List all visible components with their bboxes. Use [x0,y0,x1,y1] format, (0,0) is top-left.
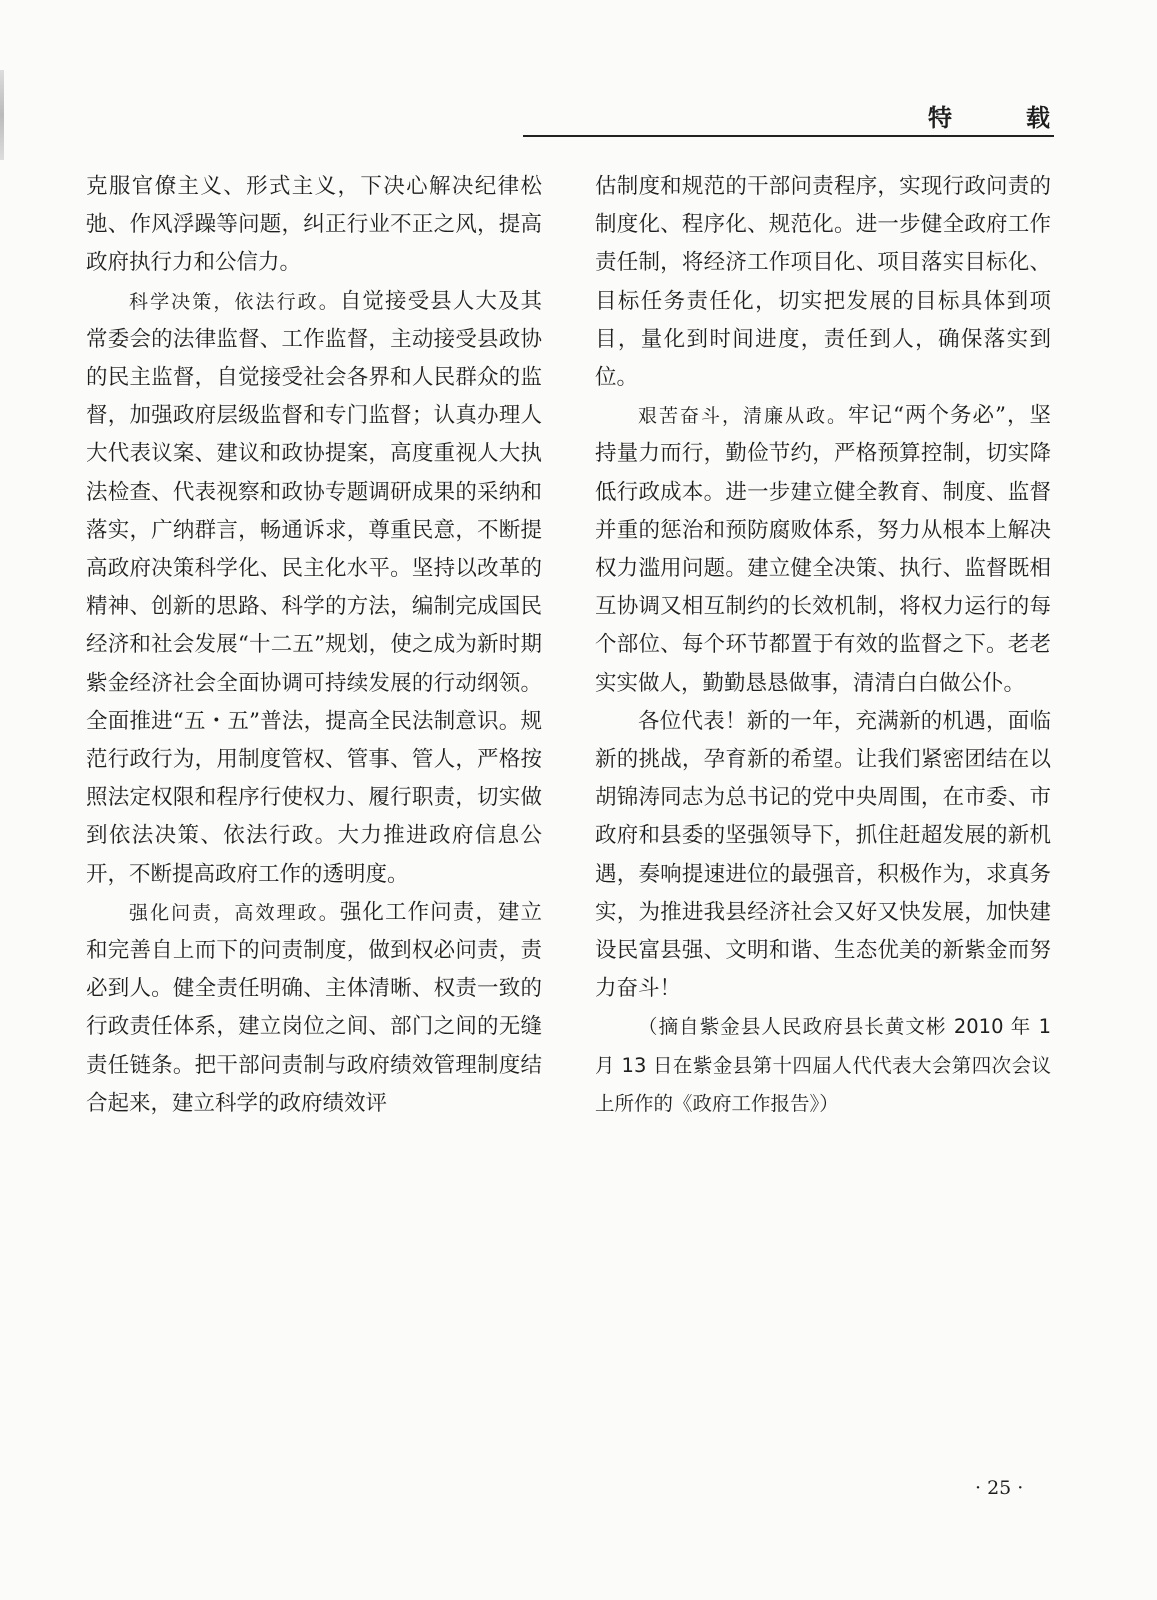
left-column [86,168,542,1123]
right-paragraph-2-body: 牢记“两个务必”，坚持量力而行，勤俭节约，严格预算控制，切实降低行政成本。进一步建立健全教育、制度、监督并重的惩治和预防腐败体系，努力从根本上解决权力滥用问题。建立健全决策、执行、监督既相互协调又相互制约的长效机制，将权力运行的每个部位、每个环节都置于有效的监督之下。老老实实做人，勤勤恳恳做事，清清白白做公仆。 [595,403,1051,696]
right-paragraph-1: 估制度和规范的干部问责程序，实现行政问责的制度化、程序化、规范化。进一步健全政府工作责任制，将经济工作项目化、项目落实目标化、目标任务责任化，切实把发展的目标具体到项目，量化到时间进度，责任到人，确保落实到位。 [595,174,1051,391]
left-paragraph-1: 克服官僚主义、形式主义，下决心解决纪律松弛、作风浮躁等问题，纠正行业不正之风，提高政府执行力和公信力。 [86,174,542,276]
right-paragraph-3: 各位代表！新的一年，充满新的机遇，面临新的挑战，孕育新的希望。让我们紧密团结在以胡锦涛同志为总书记的党中央周围，在市委、市政府和县委的坚强领导下，抓住赶超发展的新机遇，奏响提速进位的最强音，积极作为，求真务实，为推进我县经济社会又好又快发展，加快建设民富县强、文明和谐、生态优美的新紫金而努力奋斗！ [595,708,1051,1002]
header-rule [523,135,1054,137]
source-note: （摘自紫金县人民政府县长黄文彬 2010 年 1 月 13 日在紫金县第十四届人代代表大会第四次会议上所作的《政府工作报告》） [595,1015,1051,1115]
left-paragraph-2-lead: 科学决策，依法行政。 [129,290,340,313]
scan-edge-mark [0,70,4,160]
page-number: · 25 · [975,1477,1024,1499]
section-header-char-1: 特 [928,103,952,132]
left-paragraph-2 [86,283,542,894]
right-paragraph-2-lead: 艰苦奋斗，清廉从政。 [638,405,849,428]
section-header-char-2: 载 [1026,103,1050,132]
left-paragraph-3 [86,894,542,1123]
right-column [595,168,1051,1123]
left-paragraph-3-lead: 强化问责，高效理政。 [129,901,340,924]
right-paragraph-2 [595,397,1051,703]
left-paragraph-2-body: 自觉接受县人大及其常委会的法律监督、工作监督，主动接受县政协的民主监督，自觉接受社会各界和人民群众的监督，加强政府层级监督和专门监督；认真办理人大代表议案、建议和政协提案，高度重视人大执法检查、代表视察和政协专题调研成果的采纳和落实，广纳群言，畅通诉求，尊重民意，不断提高政府决策科学化、民主化水平。坚持以改革的精神、创新的思路、科学的方法，编制完成国民经济和社会发展“十二五”规划，使之成为新时期紫金经济社会全面协调可持续发展的行动纲领。全面推进“五・五”普法，提高全民法制意识。规范行政行为，用制度管权、管事、管人，严格按照法定权限和程序行使权力、履行职责，切实做到依法决策、依法行政。大力推进政府信息公开，不断提高政府工作的透明度。 [86,288,542,887]
left-paragraph-3-body: 强化工作问责，建立和完善自上而下的问责制度，做到权必问责，责必到人。健全责任明确、主体清晰、权责一致的行政责任体系，建立岗位之间、部门之间的无缝责任链条。把干部问责制与政府绩效管理制度结合起来，建立科学的政府绩效评 [86,899,542,1116]
section-header [928,98,1050,133]
